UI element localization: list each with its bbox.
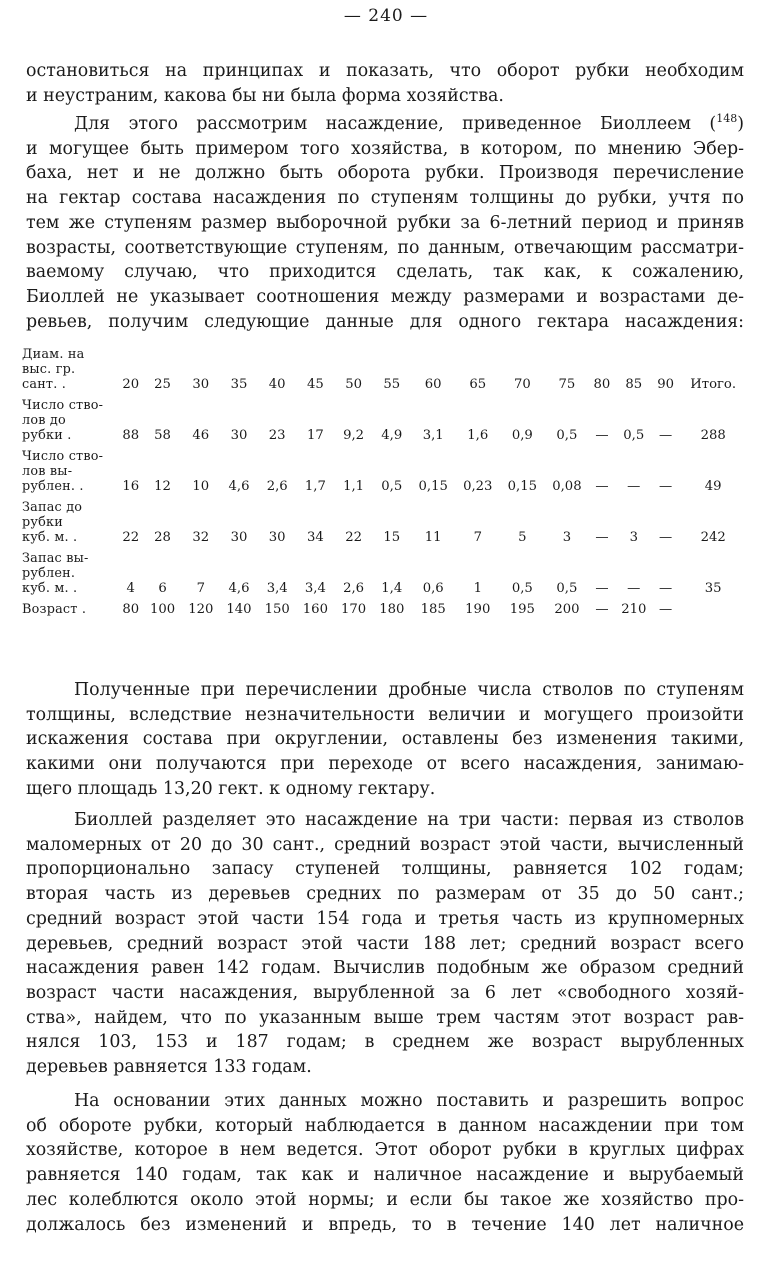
row-label-line: рубки	[22, 515, 63, 530]
table-cell: 140	[226, 602, 252, 617]
table-cell: 0,5	[556, 428, 578, 443]
table-cell: 16	[122, 479, 140, 494]
row-label-line: лов вы-	[22, 464, 73, 479]
table-cell-total: 49	[704, 479, 722, 494]
row-label	[22, 449, 118, 500]
table-cell: 80	[122, 602, 140, 617]
text-line: щего площадь 13,20 гект. к одному гектару.	[26, 778, 436, 799]
table-cell: —	[595, 530, 609, 545]
stand-data-table	[22, 347, 748, 623]
table-cell: 17	[306, 428, 324, 443]
row-label-line: лов до	[22, 413, 66, 428]
table-cell: —	[659, 602, 673, 617]
table-cell: 0,5	[623, 428, 645, 443]
table-cell-total: Итого.	[690, 377, 737, 392]
table-cell: —	[595, 602, 609, 617]
table-cell: 25	[154, 377, 171, 392]
row-label-line: Диам. на	[22, 347, 85, 362]
table-cell: 12	[154, 479, 171, 494]
table-cell: 2,6	[343, 581, 365, 596]
row-label-line: рублен.	[22, 566, 76, 581]
table-row	[22, 602, 748, 623]
table-cell: —	[659, 428, 673, 443]
page-number: — 240 —	[343, 6, 429, 26]
text-line: вторая часть из деревьев средних по размерам от 35 до 50 сант.;	[26, 884, 744, 905]
text-line: и могущее быть примером того хозяйства, в котором, по мнению Эбер-	[26, 138, 744, 159]
table-cell: —	[659, 530, 673, 545]
table-cell: 7	[196, 581, 205, 596]
table-cell: 35	[230, 377, 248, 392]
table-cell: 22	[122, 530, 140, 545]
table-row	[22, 398, 748, 449]
table-cell: 60	[424, 377, 442, 392]
text-line: ревьев, получим следующие данные для одного гектара насаждения:	[26, 311, 744, 332]
row-label	[22, 500, 118, 551]
table-cell: 0,6	[422, 581, 444, 596]
table-row	[22, 500, 748, 551]
table-cell: 0,5	[556, 581, 578, 596]
intro-paragraph	[26, 59, 744, 108]
table-cell: 75	[558, 377, 576, 392]
table-cell: 3	[629, 530, 638, 545]
table-cell: 20	[122, 377, 140, 392]
text-line: какими они получаются при переходе от всего насаждения, занимаю-	[26, 754, 744, 775]
text-line: На основании этих данных можно поставить и разрешить вопрос	[74, 1091, 744, 1111]
table-cell: 100	[149, 602, 176, 617]
row-label	[22, 551, 118, 602]
table-cell: 10	[192, 479, 210, 494]
paragraph-biolley-stand	[26, 112, 744, 334]
paragraph-fractional-numbers	[26, 678, 744, 802]
table-cell: 30	[192, 377, 210, 392]
text-line: возрасты, соответствующие ступеням, по данным, отвечающим рассматри-	[26, 237, 744, 258]
table-cell: 50	[345, 377, 362, 392]
table-cell: 0,23	[463, 479, 493, 494]
table-cell: 58	[154, 428, 171, 443]
text-line: должалось без изменений и впредь, то в течение 140 лет наличное	[26, 1214, 744, 1235]
text-line: нялся 103, 153 и 187 годам; в среднем же возраст вырубленных	[26, 1032, 744, 1053]
row-label-line: куб. м. .	[22, 530, 78, 545]
table-cell: 120	[188, 602, 214, 617]
row-label	[22, 347, 118, 398]
table-cell: 1,7	[304, 479, 326, 494]
text-line: Полученные при перечислении дробные числа стволов по ступеням	[74, 680, 744, 700]
text-line: пропорционально запасу ступеней толщины, равняется 102 годам;	[26, 859, 744, 880]
table-cell: 22	[345, 530, 362, 545]
table-row	[22, 347, 748, 398]
table-cell: 7	[473, 530, 482, 545]
text-line: ваемому случаю, что приходится сделать, так как, к сожалению,	[26, 262, 744, 283]
table-cell: 0,9	[511, 428, 533, 443]
table-cell: 190	[465, 602, 491, 617]
table-cell: 1,4	[381, 581, 403, 596]
table-cell: 3,4	[304, 581, 326, 596]
text-line: Для этого рассмотрим насаждение, приведенное Биоллеем ($^{148}$)	[74, 112, 744, 134]
table-cell-total: 242	[700, 530, 726, 545]
table-row	[22, 551, 748, 602]
text-line: возраст части насаждения, вырубленной за 6 лет «свободного хозяй-	[26, 982, 744, 1003]
table-cell: 4	[126, 581, 135, 596]
table-cell: 0,5	[511, 581, 533, 596]
row-label-line: куб. м. .	[22, 581, 78, 596]
text-line: и неустраним, какова бы ни была форма хозяйства.	[26, 85, 504, 106]
table-cell: 85	[625, 377, 643, 392]
table-cell: 2,6	[266, 479, 288, 494]
table-cell: 0,15	[507, 479, 538, 494]
text-line: равняется 140 годам, так как и наличное насаждение и вырубаемый	[26, 1165, 744, 1186]
table-cell: 180	[379, 602, 405, 617]
text-line: об обороте рубки, который наблюдается в данном насаждении при том	[26, 1115, 744, 1136]
table-cell: 0,15	[418, 479, 448, 494]
table-cell: 3	[562, 530, 572, 545]
table-cell: —	[595, 479, 609, 494]
row-label-line: выс. гр.	[22, 362, 76, 377]
table-cell-total	[678, 602, 748, 623]
table-cell-total: 288	[700, 428, 726, 443]
row-label-line: Запас до	[22, 500, 83, 515]
row-label-line: Число ство-	[22, 398, 104, 413]
text-line: Биоллей разделяет это насаждение на три части: первая из стволов	[74, 810, 744, 830]
text-line: толщины, вследствие незначительности величии и могущего произойти	[26, 704, 744, 725]
text-line: тем же ступеням размер выборочной рубки за 6-летний период и приняв	[26, 212, 744, 233]
table-cell: 30	[268, 530, 286, 545]
text-line: деревьев равняется 133 годам.	[26, 1057, 312, 1078]
table-cell: 30	[230, 428, 248, 443]
text-line: искажения состава при округлении, оставлены без изменения такими,	[26, 729, 744, 750]
text-line: на гектар состава насаждения по ступеням толщины до рубки, учтя по	[26, 188, 744, 209]
table-cell: 30	[230, 530, 248, 545]
table-cell: 5	[518, 530, 527, 545]
table-cell: 4,9	[381, 428, 403, 443]
table-cell: 160	[302, 602, 328, 617]
table-cell: 45	[306, 377, 324, 392]
text-line: хозяйстве, которое в нем ведется. Этот оборот рубки в круглых цифрах	[26, 1140, 744, 1161]
text-line: остановиться на принципах и показать, что оборот рубки необходим	[26, 61, 744, 81]
text-line: лес колеблются около этой нормы; и если бы такое же хозяйство про-	[26, 1189, 744, 1210]
table-cell-total: 35	[704, 581, 722, 596]
row-label-line: рублен. .	[22, 479, 84, 494]
table-cell: 23	[268, 428, 286, 443]
table-cell: 3,4	[266, 581, 288, 596]
table-cell: 150	[264, 602, 290, 617]
table-cell: —	[595, 581, 609, 596]
table-cell: 88	[122, 428, 140, 443]
row-label	[22, 398, 118, 449]
text-line: маломерных от 20 до 30 сант., средний возраст этой части, вычисленный	[26, 834, 744, 855]
table-cell: 40	[268, 377, 286, 392]
table-cell: —	[595, 428, 609, 443]
table-cell: 185	[420, 602, 446, 617]
table-cell: 1,1	[343, 479, 365, 494]
text-line: насаждения равен 142 годам. Вычислив подобным же образом средний	[26, 958, 744, 979]
table-cell: 55	[383, 377, 401, 392]
table-cell: 3,1	[422, 428, 444, 443]
table-cell: 15	[383, 530, 401, 545]
text-line: ства», найдем, что по указанным выше трем частям этот возраст рав-	[26, 1007, 744, 1028]
table-cell: —	[627, 581, 641, 596]
table-cell: 32	[192, 530, 210, 545]
row-label-line: Запас вы-	[22, 551, 89, 566]
table-cell: 80	[593, 377, 611, 392]
table-cell: 65	[469, 377, 487, 392]
table-cell: 9,2	[343, 428, 365, 443]
text-line: деревьев, средний возраст этой части 188 лет; средний возраст всего	[26, 933, 744, 954]
table-cell: —	[627, 479, 641, 494]
table-cell: 6	[158, 581, 167, 596]
table-cell: 1,6	[467, 428, 489, 443]
table-cell: 46	[192, 428, 210, 443]
table-cell: 1	[473, 581, 482, 596]
row-label-line: Число ство-	[22, 449, 104, 464]
row-label	[22, 602, 118, 623]
footnote-ref: 148	[716, 112, 738, 126]
book-page	[22, 0, 746, 1266]
table-cell: 170	[341, 602, 367, 617]
row-label-line: сант. .	[22, 377, 67, 392]
table-cell: 0,08	[552, 479, 582, 494]
table-row	[22, 449, 748, 500]
table-cell: 0,5	[381, 479, 403, 494]
table-cell: 70	[513, 377, 531, 392]
table-cell: 11	[424, 530, 442, 545]
table-cell: 200	[554, 602, 580, 617]
table-cell: 4,6	[228, 479, 250, 494]
table-cell: 195	[509, 602, 535, 617]
paragraph-three-parts	[26, 808, 744, 1080]
table-cell: 28	[154, 530, 171, 545]
paragraph-rotation	[26, 1089, 744, 1237]
text-line: средний возраст этой части 154 года и третья часть из крупномерных	[26, 908, 744, 929]
table-cell: 90	[657, 377, 674, 392]
table-cell: —	[659, 581, 673, 596]
text-line: Биоллей не указывает соотношения между размерами и возрастами де-	[26, 286, 744, 307]
table-cell: 4,6	[228, 581, 250, 596]
text-line: баха, нет и не должно быть оборота рубки. Производя перечисление	[26, 163, 744, 184]
table-cell: 34	[306, 530, 324, 545]
row-label-line: рубки .	[22, 428, 72, 443]
row-label-line: Возраст .	[22, 602, 87, 617]
table-cell: 210	[621, 602, 647, 617]
table-cell: —	[659, 479, 673, 494]
